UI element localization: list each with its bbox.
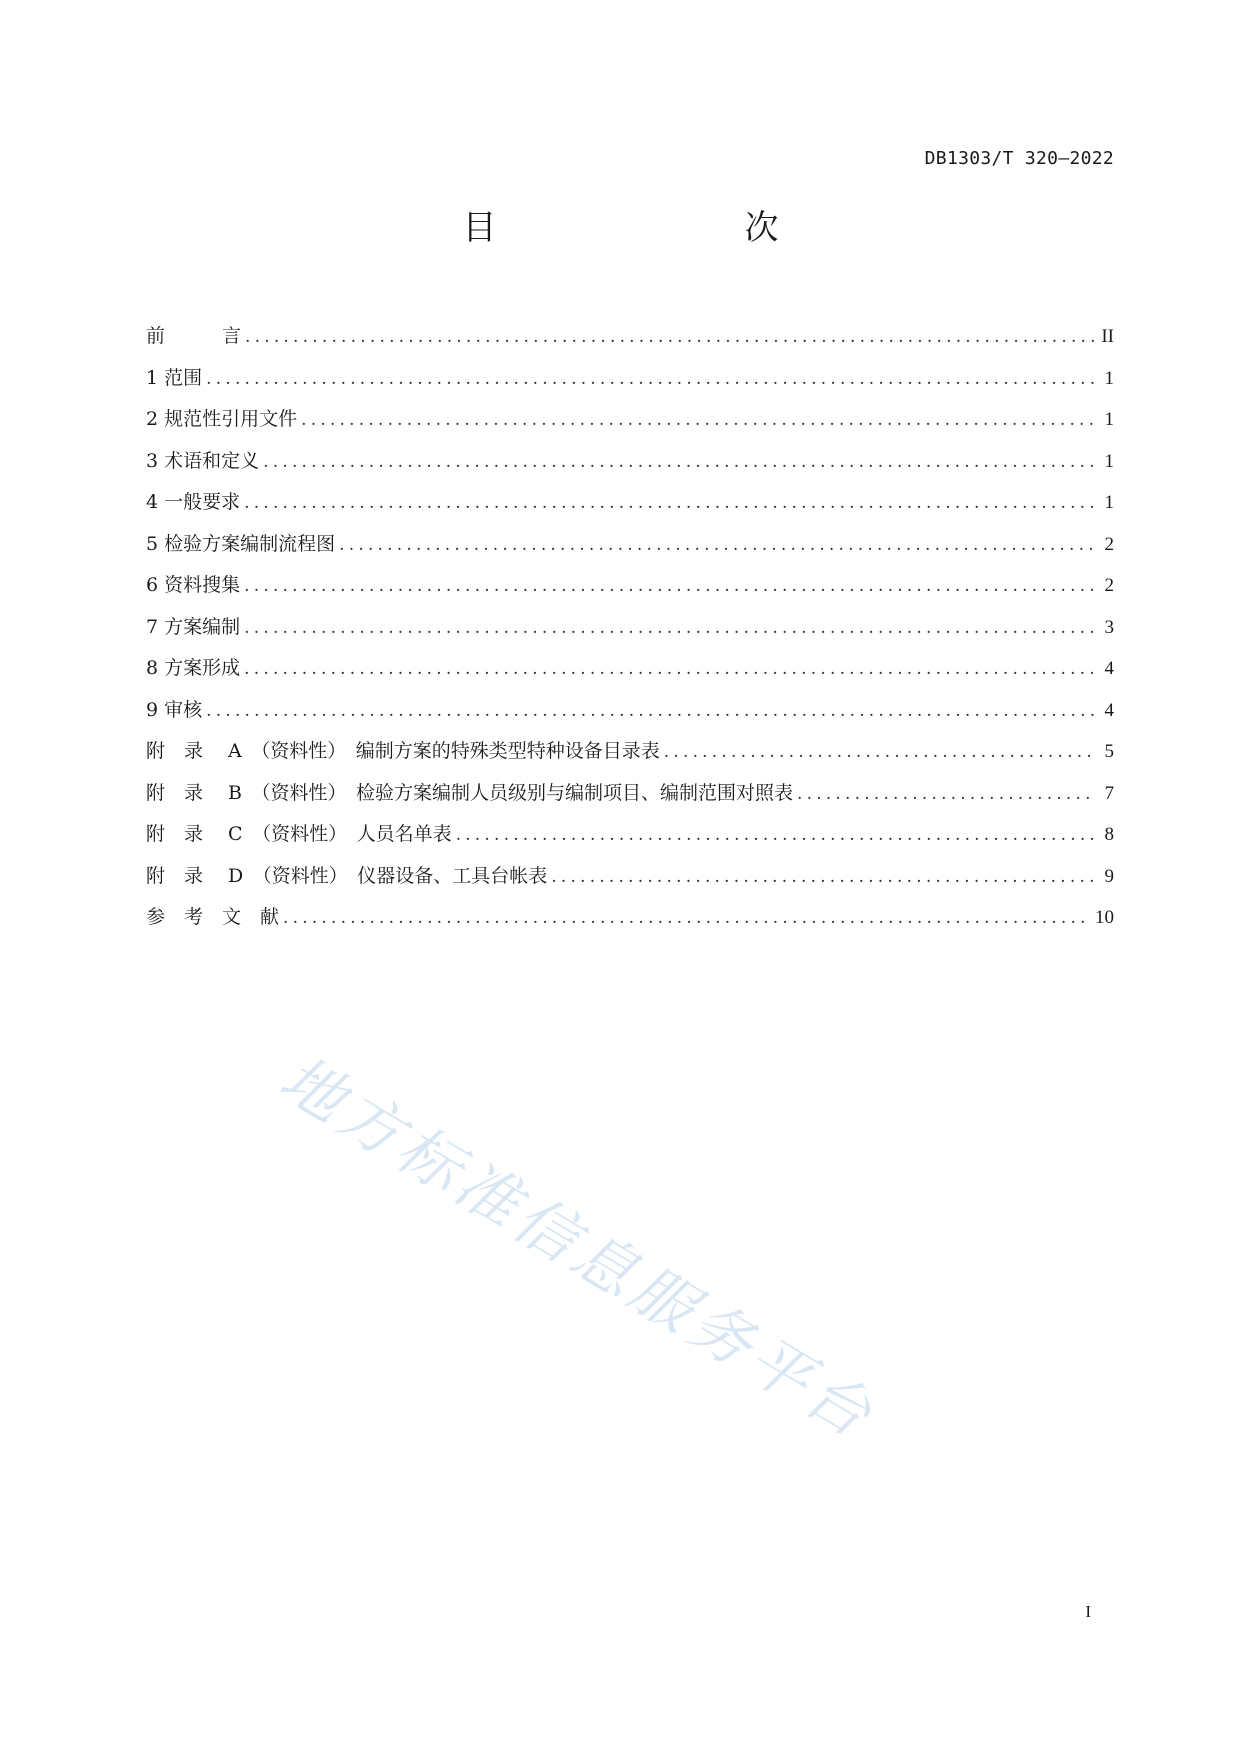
standard-code: DB1303/T 320—2022: [924, 148, 1114, 169]
toc-entry-page: 1: [1104, 450, 1114, 472]
toc-leader-dots: [551, 857, 1096, 899]
page-title: 目 次: [462, 208, 839, 248]
toc-leader-dots: [263, 442, 1096, 484]
toc-entry-page: 3: [1104, 616, 1114, 638]
toc-entry-terms[interactable]: [146, 441, 1114, 483]
toc-entry-label: 6 资料搜集: [146, 574, 241, 596]
toc-entry-page: 2: [1104, 575, 1114, 596]
toc-entry-page: 1: [1104, 367, 1114, 389]
toc-entry-appendix-b[interactable]: [146, 773, 1114, 815]
toc-entry-label: 1 范围: [146, 366, 203, 389]
toc-entry-page: 9: [1104, 865, 1114, 887]
toc-entry-label: 附 录 B （资料性） 检验方案编制人员级别与编制项目、编制范围对照表: [146, 781, 794, 804]
toc-entry-page: 5: [1104, 741, 1114, 762]
toc-entry-label: 参 考 文 献: [146, 906, 280, 928]
toc-entry-page: 2: [1104, 533, 1114, 555]
toc-entry-appendix-a[interactable]: [146, 731, 1114, 773]
toc-entry-page: 8: [1104, 824, 1114, 845]
toc-leader-dots: [206, 691, 1096, 733]
toc-entry-label: 8 方案形成: [146, 657, 241, 679]
toc-entry-plan-formation[interactable]: [146, 648, 1114, 690]
toc-entry-scope[interactable]: [146, 358, 1114, 400]
toc-leader-dots: [664, 732, 1096, 774]
toc-entry-label: 9 审核: [146, 698, 203, 721]
toc-leader-dots: [797, 774, 1096, 816]
toc-entry-label: 附 录 D （资料性） 仪器设备、工具台帐表: [146, 864, 548, 887]
toc-entry-page: 4: [1104, 699, 1114, 721]
toc-leader-dots: [245, 317, 1096, 359]
toc-entry-data-collection[interactable]: [146, 565, 1114, 607]
toc-leader-dots: [283, 898, 1091, 940]
toc-entry-page: 1: [1104, 409, 1114, 430]
toc-leader-dots: [244, 483, 1096, 525]
toc-leader-dots: [456, 815, 1096, 857]
toc-entry-plan-compilation[interactable]: [146, 607, 1114, 649]
toc-leader-dots: [206, 359, 1096, 401]
toc-entry-label: 附 录 C （资料性） 人员名单表: [146, 823, 452, 845]
toc-leader-dots: [339, 525, 1096, 567]
toc-entry-label: 4 一般要求: [146, 491, 241, 513]
toc-entry-page: 4: [1104, 658, 1114, 679]
toc-entry-foreword[interactable]: [146, 316, 1114, 358]
watermark: 地方标准信息服务平台: [267, 1041, 889, 1454]
toc-entry-normative-references[interactable]: [146, 399, 1114, 441]
toc-entry-label: 2 规范性引用文件: [146, 408, 298, 430]
toc-entry-review[interactable]: [146, 690, 1114, 732]
toc-entry-general-requirements[interactable]: [146, 482, 1114, 524]
toc-entry-appendix-d[interactable]: [146, 856, 1114, 898]
page-number: I: [1085, 1602, 1091, 1621]
toc-entry-label: 3 术语和定义: [146, 449, 260, 472]
toc-leader-dots: [301, 400, 1096, 442]
toc-entry-page: 10: [1095, 907, 1114, 928]
toc-entry-label: 前 言: [146, 325, 242, 347]
toc-leader-dots: [244, 649, 1096, 691]
table-of-contents: [146, 316, 1114, 939]
toc-entry-label: 附 录 A （资料性） 编制方案的特殊类型特种设备目录表: [146, 740, 660, 762]
toc-entry-label: 7 方案编制: [146, 615, 241, 638]
toc-entry-flowchart[interactable]: [146, 524, 1114, 566]
toc-entry-page: 1: [1104, 492, 1114, 513]
toc-leader-dots: [244, 608, 1096, 650]
toc-entry-page: 7: [1104, 782, 1114, 804]
toc-leader-dots: [244, 566, 1096, 608]
toc-entry-page: II: [1101, 326, 1114, 347]
toc-entry-label: 5 检验方案编制流程图: [146, 532, 336, 555]
toc-entry-appendix-c[interactable]: [146, 814, 1114, 856]
toc-entry-bibliography[interactable]: [146, 897, 1114, 939]
